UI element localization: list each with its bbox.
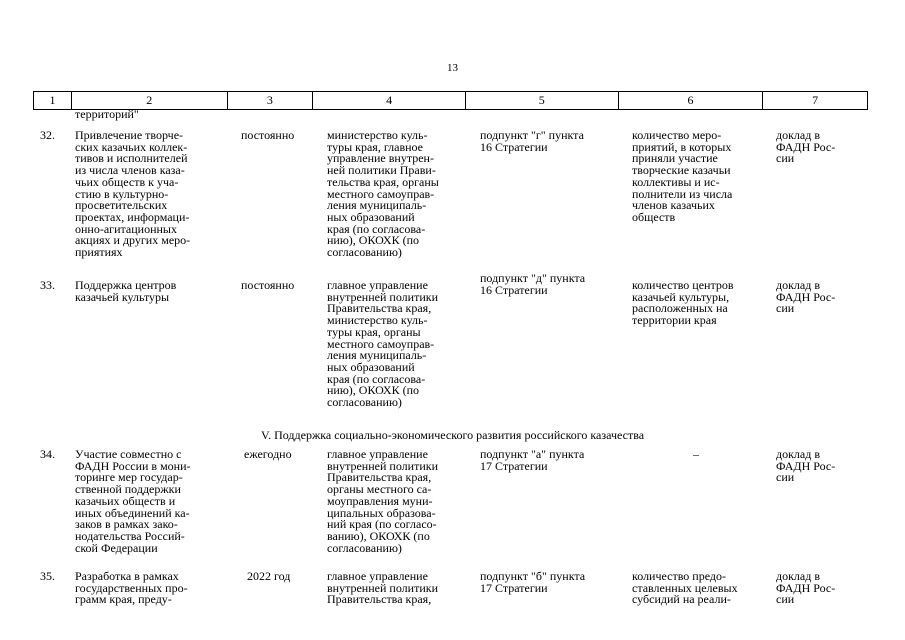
- report-cell: доклад в ФАДН Рос- сии: [776, 569, 836, 607]
- header-cell-1: 1: [49, 93, 56, 107]
- indicator-cell: количество центров казачьей культуры, расположенных на территории края: [632, 278, 734, 328]
- activity-cell: Разработка в рамках государственных про- грамм края, преду-: [75, 569, 188, 607]
- row-number: 34.: [40, 447, 55, 461]
- report-cell: доклад в ФАДН Рос- сии: [776, 128, 836, 166]
- header-cell-4: 4: [312, 92, 465, 109]
- term-cell: постоянно: [241, 278, 295, 292]
- report-cell: доклад в ФАДН Рос- сии: [776, 278, 836, 316]
- activity-cell: Поддержка центров казачьей культуры: [75, 278, 177, 304]
- activity-cell: Участие совместно с ФАДН России в мони- торинге мер государ- ственной поддержки казачьих обществ и иных объединений ка- заков в рамках зако- нодательства Россий- ской Федерации: [75, 447, 191, 555]
- header-cell-7: 7: [762, 92, 867, 109]
- row-number: 35.: [40, 569, 55, 583]
- page-number: 13: [447, 62, 458, 74]
- indicator-cell: количество предо- ставленных целевых субсидий на реали-: [632, 569, 738, 607]
- executors-cell: главное управление внутренней политики Правительства края, органы местного са- моуправления муни- ципальных образова- ний края (по согласо- ванию), ОКОХК (по согласованию): [327, 447, 438, 555]
- executors-cell: главное управление внутренней политики Правительства края,: [327, 569, 438, 607]
- row-number: 32.: [40, 128, 55, 142]
- term-cell: постоянно: [241, 128, 295, 142]
- header-cell-3: 3: [227, 92, 313, 109]
- row-number: 33.: [40, 278, 55, 292]
- header-cell-5: 5: [465, 92, 618, 109]
- header-cell-6: 6: [618, 92, 763, 109]
- strategy-cell: подпункт "б" пункта 17 Стратегии: [480, 569, 586, 595]
- activity-cell: Привлечение творче- ских казачьих коллек- тивов и исполнителей из числа членов каза- чьих обществ к уча- стию в культурно- просветительских проектах, информаци- онно-агитационных акциях и других меро- приятиях: [75, 128, 191, 260]
- executors-cell: министерство куль- туры края, главное управление внутрен- ней политики Прави- тельства края, органы местного самоуправ- ления муниципаль- ных образований края (по согласова- нию), ОКОХК (по согласованию): [327, 128, 439, 260]
- table-header-row: [33, 91, 868, 110]
- strategy-cell: подпункт "а" пункта 17 Стратегии: [480, 447, 585, 473]
- report-cell: доклад в ФАДН Рос- сии: [776, 447, 836, 485]
- section-title: V. Поддержка социально-экономического развития российского казачества: [260, 428, 645, 442]
- strategy-cell: подпункт "д" пункта 16 Стратегии: [480, 271, 586, 297]
- header-cell-2: 2: [71, 92, 227, 109]
- term-cell: ежегодно: [244, 447, 292, 461]
- indicator-cell: –: [693, 447, 699, 461]
- term-cell: 2022 год: [247, 569, 291, 583]
- strategy-cell: подпункт "г" пункта 16 Стратегии: [480, 128, 584, 154]
- indicator-cell: количество меро- приятий, в которых приняли участие творческие казачьи коллективы и ис- полнители из числа членов казачьих обществ: [632, 128, 733, 224]
- continuation-text: территорий": [75, 107, 139, 121]
- executors-cell: главное управление внутренней политики Правительства края, министерство куль- туры края, органы местного самоуправ- ления муниципаль- ных образований края (по согласова- нию), ОКОХК (по согласованию): [327, 278, 438, 410]
